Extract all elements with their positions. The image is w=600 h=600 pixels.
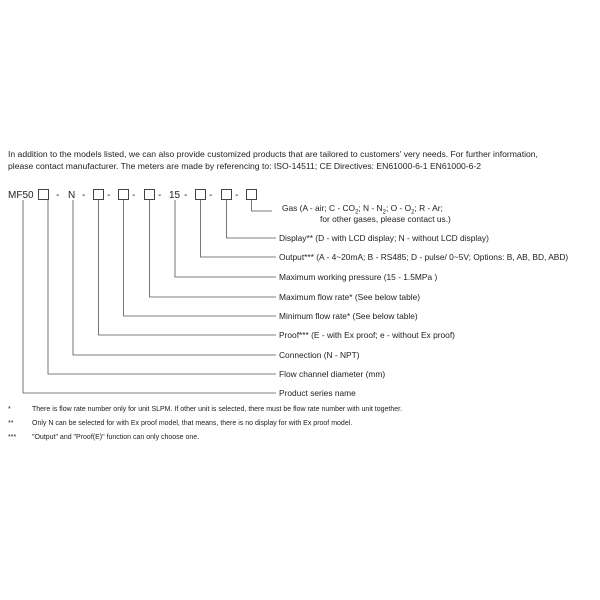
label-display: Display** (D - with LCD display; N - without LCD display) — [279, 233, 489, 243]
label-min-flow: Minimum flow rate* (See below table) — [279, 311, 418, 321]
code-prefix: MF50 — [8, 190, 34, 201]
code-separator: - — [56, 190, 60, 201]
footnote-text: There is flow rate number only for unit SLPM. If other unit is selected, there must be flow rate number with unit together. — [32, 406, 403, 413]
connector-gas — [252, 200, 273, 211]
connector-proof — [99, 200, 277, 335]
code-separator: - — [158, 190, 162, 201]
footnote-mark: *** — [8, 434, 17, 441]
label-max-flow: Maximum flow rate* (See below table) — [279, 292, 421, 302]
code-separator: - — [209, 190, 213, 201]
label-connection: Connection (N - NPT) — [279, 350, 360, 360]
code-pressure-15: 15 — [169, 190, 181, 201]
label-gas: Gas (A - air; C - $CO_2$; N - $N_2$; O - $O_2$; R - Ar; — [282, 203, 443, 216]
connector-min-flow — [124, 200, 277, 316]
label-diameter: Flow channel diameter (mm) — [279, 369, 386, 379]
connector-output — [201, 200, 277, 257]
code-separator: - — [184, 190, 188, 201]
connector-diameter — [48, 200, 276, 374]
intro-line-1: In addition to the models listed, we can also provide customized products that are tailored to customers' very needs. For further information, — [8, 149, 538, 159]
footnote-text: Only N can be selected for with Ex proof model, that means, there is no display for with Ex proof model. — [32, 420, 353, 427]
footnote-2 — [8, 419, 352, 428]
code-connection-n: N — [68, 190, 76, 201]
footnote-text: "Output" and "Proof(E)" function can only choose one. — [32, 434, 200, 441]
connector-pressure — [175, 200, 276, 277]
code-separator: - — [82, 190, 86, 201]
footnote-1 — [8, 405, 402, 414]
connector-max-flow — [150, 200, 277, 297]
label-max-pressure: Maximum working pressure (15 - 1.5MPa ) — [279, 272, 438, 282]
code-separator: - — [132, 190, 136, 201]
code-separator: - — [107, 190, 111, 201]
connector-connection — [73, 200, 276, 355]
footnote-3 — [8, 433, 199, 442]
label-output: Output*** (A - 4~20mA; B - RS485; D - pulse/ 0~5V; Options: B, AB, BD, ABD) — [279, 252, 569, 262]
footnote-mark: ** — [8, 420, 14, 427]
label-proof: Proof*** (E - with Ex proof; e - without Ex proof) — [279, 330, 455, 340]
intro-line-2: please contact manufacturer. The meters are made by referencing to: ISO-14511; CE Directives: EN61000-6-1 EN61000-6-2 — [8, 161, 482, 171]
footnote-mark: * — [8, 406, 11, 413]
code-separator: - — [235, 190, 239, 201]
label-series: Product series name — [279, 388, 356, 398]
label-gas-line2: for other gases, please contact us.) — [320, 214, 451, 224]
